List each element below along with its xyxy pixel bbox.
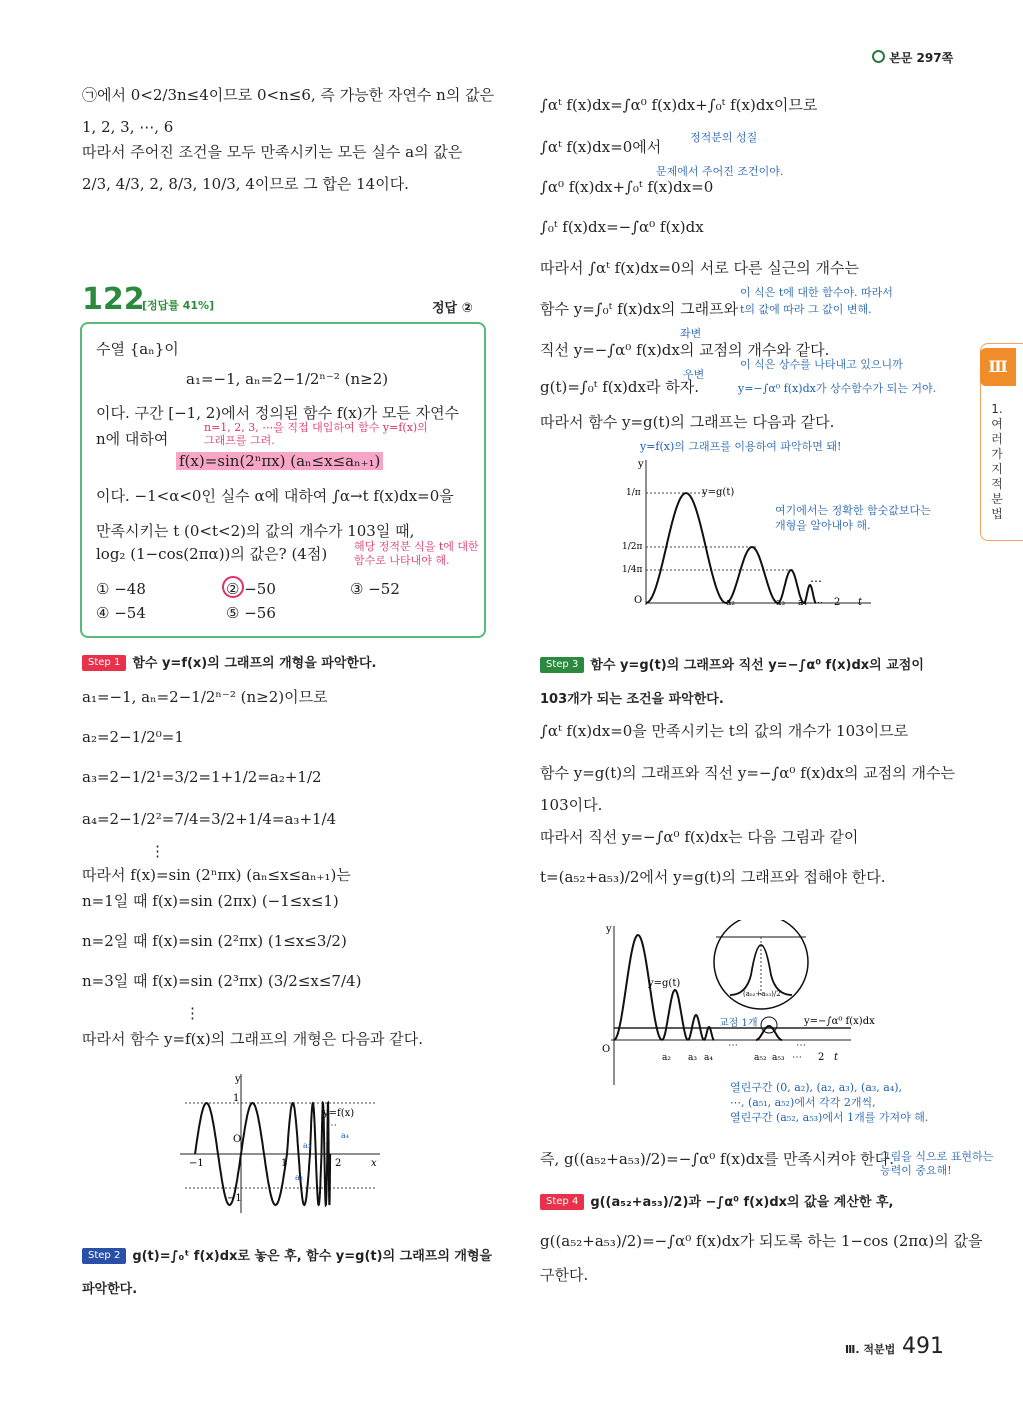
graph3-note-2: ⋯, (a₅₁, a₅₂)에서 각각 2개씩,: [730, 1096, 876, 1109]
r-note-2: 문제에서 주어진 조건이야.: [656, 165, 784, 178]
a4-label: a₄: [798, 598, 807, 608]
origin-label: O: [233, 1134, 242, 1145]
r-line-4: ∫₀ᵗ f(x)dx=−∫α⁰ f(x)dx: [540, 218, 704, 236]
t-line-2: 함수 y=g(t)의 그래프와 직선 y=−∫α⁰ f(x)dx의 교점의 개수는: [540, 764, 955, 782]
left-line-2: 1, 2, 3, ⋯, 6: [82, 118, 174, 136]
dots-label-right: ⋯: [796, 1040, 806, 1051]
step1-heading: [82, 653, 376, 672]
graph3-note-1: 열린구간 (0, a₂), (a₂, a₃), (a₃, a₄),: [730, 1081, 903, 1094]
gt-note: 여기에서는 정확한 함숫값보다는 개형을 알아내야 해.: [775, 504, 931, 532]
a2-label: a₂: [662, 1053, 671, 1063]
a3-label: a₃: [303, 1141, 311, 1150]
t-line-3: 103이다.: [540, 796, 603, 814]
q-line-7: 만족시키는 t (0<t<2)의 값의 개수가 103일 때,: [96, 522, 415, 540]
step2-title: g(t)=∫₀ᵗ f(x)dx로 놓은 후, 함수 y=g(t)의 그래프의 개형을: [132, 1249, 493, 1264]
q-note-1: n=1, 2, 3, ⋯을 직접 대입하여 함수 y=f(x)의 그래프를 그려.: [204, 421, 428, 447]
s-line-4: a₄=2−1/2²=7/4=3/2+1/4=a₃+1/4: [82, 810, 337, 828]
left-line-4: 2/3, 4/3, 2, 8/3, 10/3, 4이므로 그 합은 14이다.: [82, 175, 409, 193]
a2-label: a₂: [726, 598, 735, 608]
u-line-3: 구한다.: [540, 1266, 589, 1284]
line-label: y=−∫α⁰ f(x)dx: [804, 1016, 875, 1027]
choice-1: ① −48: [96, 580, 146, 598]
r-note-6: 이 식은 상수를 나타내고 있으니까: [740, 358, 903, 371]
r-line-8: g(t)=∫₀ᵗ f(x)dx라 하자.: [540, 378, 699, 396]
r-line-1: ∫αᵗ f(x)dx=∫α⁰ f(x)dx+∫₀ᵗ f(x)dx이므로: [540, 96, 818, 114]
s-line-9: n=3일 때 f(x)=sin (2³πx) (3/2≤x≤7/4): [82, 972, 362, 990]
a53-label: a₅₃: [772, 1053, 785, 1063]
t-label: t: [834, 1052, 839, 1063]
t-line-1: ∫αᵗ f(x)dx=0을 만족시키는 t의 값의 개수가 103이므로: [540, 722, 909, 740]
step3-badge: Step 3: [540, 657, 584, 673]
r-line-7: 직선 y=−∫α⁰ f(x)dx의 교점의 개수와 같다.: [540, 341, 830, 359]
gt-dots: ⋯: [810, 574, 822, 588]
answer-label: 정답 ②: [432, 301, 473, 316]
step2-heading: [82, 1246, 492, 1265]
step3-heading: [540, 655, 924, 674]
s-line-2: a₂=2−1/2⁰=1: [82, 728, 184, 746]
s-line-11: 따라서 함수 y=f(x)의 그래프의 개형은 다음과 같다.: [82, 1030, 423, 1048]
a4-label: a₄: [704, 1053, 713, 1063]
fx-dots: ⋯: [327, 1120, 337, 1131]
problem-number: 122: [82, 282, 145, 317]
gt-curve-label: y=g(t): [702, 487, 735, 498]
r-note-1: 정적분의 성질: [690, 131, 758, 144]
q-line-5: f(x)=sin(2ⁿπx) (aₙ≤x≤aₙ₊₁): [176, 452, 383, 470]
page-number: 491: [902, 1334, 944, 1359]
page-reference-label: 본문 297쪽: [889, 51, 954, 65]
q-line-1: 수열 {aₙ}이: [96, 340, 179, 358]
step1-title: 함수 y=f(x)의 그래프의 개형을 파악한다.: [132, 656, 377, 671]
s-line-10: ⋮: [185, 1004, 200, 1022]
correct-rate: [정답률 41%]: [142, 299, 215, 312]
check-mark-icon: [222, 576, 244, 598]
r-note-8: y=−∫α⁰ f(x)dx가 상수함수가 되는 거야.: [738, 382, 937, 395]
y-label: y: [638, 459, 644, 470]
r-note-3: 이 식은 t에 대한 함수야. 따라서: [740, 286, 893, 299]
meet-label: 교점 1개: [719, 1018, 758, 1029]
dots-label: ⋯: [814, 598, 823, 608]
graph3-note-3: 열린구간 (a₅₂, a₅₃)에서 1개를 가져야 해.: [730, 1111, 929, 1124]
a3-label: a₃: [776, 598, 785, 608]
x-2-label: 2: [335, 1158, 342, 1169]
choice-3: ③ −52: [350, 580, 400, 598]
t-line-5: t=(a₅₂+a₅₃)/2에서 y=g(t)의 그래프와 접해야 한다.: [540, 868, 886, 886]
r-line-2: ∫αᵗ f(x)dx=0에서: [540, 138, 662, 156]
a3-label: a₃: [688, 1053, 697, 1063]
y3-label: 1/4π: [622, 565, 643, 575]
step2-badge: Step 2: [82, 1248, 126, 1264]
t-label: t: [858, 597, 863, 608]
chapter-tab-number: Ⅲ: [980, 348, 1016, 386]
mid-label: (a₅₂+a₅₃)/2: [743, 990, 781, 998]
x2-label: 2: [834, 597, 841, 608]
step3-title: 함수 y=g(t)의 그래프와 직선 y=−∫α⁰ f(x)dx의 교점이: [590, 658, 924, 673]
r-line-6: 함수 y=∫₀ᵗ f(x)dx의 그래프와: [540, 300, 739, 318]
u-note-1: 그림을 식으로 표현하는 능력이 중요해!: [880, 1150, 994, 1177]
q-line-8: log₂ (1−cos(2πα))의 값은? (4점): [96, 545, 328, 563]
chapter-tab-section: 1. 여러 가지 적분법: [991, 402, 1003, 521]
step1-badge: Step 1: [82, 655, 126, 671]
y-label: y: [606, 924, 612, 935]
y-label: y: [235, 1074, 241, 1085]
r-note-5: 좌변: [680, 327, 702, 340]
left-line-3: 따라서 주어진 조건을 모두 만족시키는 모든 실수 a의 값은: [82, 143, 463, 161]
step3-title-2: 103개가 되는 조건을 파악한다.: [540, 692, 724, 707]
r-note-9: y=f(x)의 그래프를 이용하여 파악하면 돼!: [640, 440, 842, 453]
x-1-label: 1: [281, 1158, 288, 1169]
s-line-5: ⋮: [150, 842, 165, 860]
left-line-1: ㉠에서 0<2/3n≤4이므로 0<n≤6, 즉 가능한 자연수 n의 값은: [82, 86, 495, 104]
a4-label: a₄: [341, 1131, 349, 1140]
r-note-7: 우변: [683, 368, 705, 381]
q-line-2: a₁=−1, aₙ=2−1/2ⁿ⁻² (n≥2): [186, 370, 389, 388]
choice-5: ⑤ −56: [226, 604, 276, 622]
dots-label-bottom: ⋯: [792, 1052, 802, 1063]
step4-heading: [540, 1192, 893, 1211]
graph3-note: [730, 1080, 928, 1125]
step4-title: g((a₅₂+a₅₃)/2)과 −∫α⁰ f(x)dx의 값을 계산한 후,: [590, 1195, 894, 1210]
choice-4: ④ −54: [96, 604, 146, 622]
gt-curve-label: y=g(t): [648, 978, 681, 989]
step4-badge: Step 4: [540, 1194, 584, 1210]
y2-label: 1/2π: [622, 542, 643, 552]
r-line-3: ∫α⁰ f(x)dx+∫₀ᵗ f(x)dx=0: [540, 178, 714, 196]
r-note-4: t의 값에 따라 그 값이 변해.: [740, 303, 872, 316]
x-label: x: [371, 1158, 377, 1169]
choice-2: ② −50: [226, 580, 276, 598]
dots-label-left: ⋯: [728, 1040, 738, 1051]
q-line-4: n에 대하여: [96, 430, 169, 448]
y1-label: 1: [233, 1093, 240, 1104]
q-line-6: 이다. −1<α<0인 실수 α에 대하여 ∫α→t f(x)dx=0을: [96, 487, 454, 505]
x-minus1-label: −1: [189, 1158, 204, 1169]
step2-title-2: 파악한다.: [82, 1282, 138, 1297]
s-line-1: a₁=−1, aₙ=2−1/2ⁿ⁻² (n≥2)이므로: [82, 688, 328, 706]
footer-chapter: Ⅲ. 적분법: [845, 1343, 896, 1356]
yn1-label: −1: [227, 1193, 242, 1204]
t-line-4: 따라서 직선 y=−∫α⁰ f(x)dx는 다음 그림과 같이: [540, 828, 859, 846]
a2-label: a₂: [295, 1173, 303, 1182]
u-line-2: g((a₅₂+a₅₃)/2)=−∫α⁰ f(x)dx가 되도록 하는 1−cos (2πα)의 값을: [540, 1232, 983, 1250]
a52-label: a₅₂: [754, 1053, 767, 1063]
fx-curve-label: y=f(x): [323, 1108, 355, 1119]
origin-label: O: [602, 1044, 611, 1055]
gt-graph: [616, 455, 876, 615]
q-note-2: 해당 정적분 식을 t에 대한 함수로 나타내야 해.: [354, 540, 479, 567]
origin-label: O: [634, 595, 643, 606]
q-line-3: 이다. 구간 [−1, 2)에서 정의된 함수 f(x)가 모든 자연수: [96, 404, 460, 422]
x2-label: 2: [818, 1052, 825, 1063]
s-line-3: a₃=2−1/2¹=3/2=1+1/2=a₂+1/2: [82, 768, 322, 786]
u-line-1: 즉, g((a₅₂+a₅₃)/2)=−∫α⁰ f(x)dx를 만족시켜야 한다.: [540, 1150, 895, 1168]
fx-graph: [175, 1068, 390, 1218]
r-line-5: 따라서 ∫αᵗ f(x)dx=0의 서로 다른 실근의 개수는: [540, 259, 860, 277]
circle-icon: [872, 50, 885, 63]
s-line-8: n=2일 때 f(x)=sin (2²πx) (1≤x≤3/2): [82, 932, 347, 950]
y1-label: 1/π: [626, 488, 641, 498]
s-line-7: n=1일 때 f(x)=sin (2πx) (−1≤x≤1): [82, 892, 339, 910]
page-reference: [872, 49, 953, 66]
s-line-6: 따라서 f(x)=sin (2ⁿπx) (aₙ≤x≤aₙ₊₁)는: [82, 866, 351, 884]
tangent-graph: [596, 920, 896, 1090]
r-line-9: 따라서 함수 y=g(t)의 그래프는 다음과 같다.: [540, 413, 835, 431]
